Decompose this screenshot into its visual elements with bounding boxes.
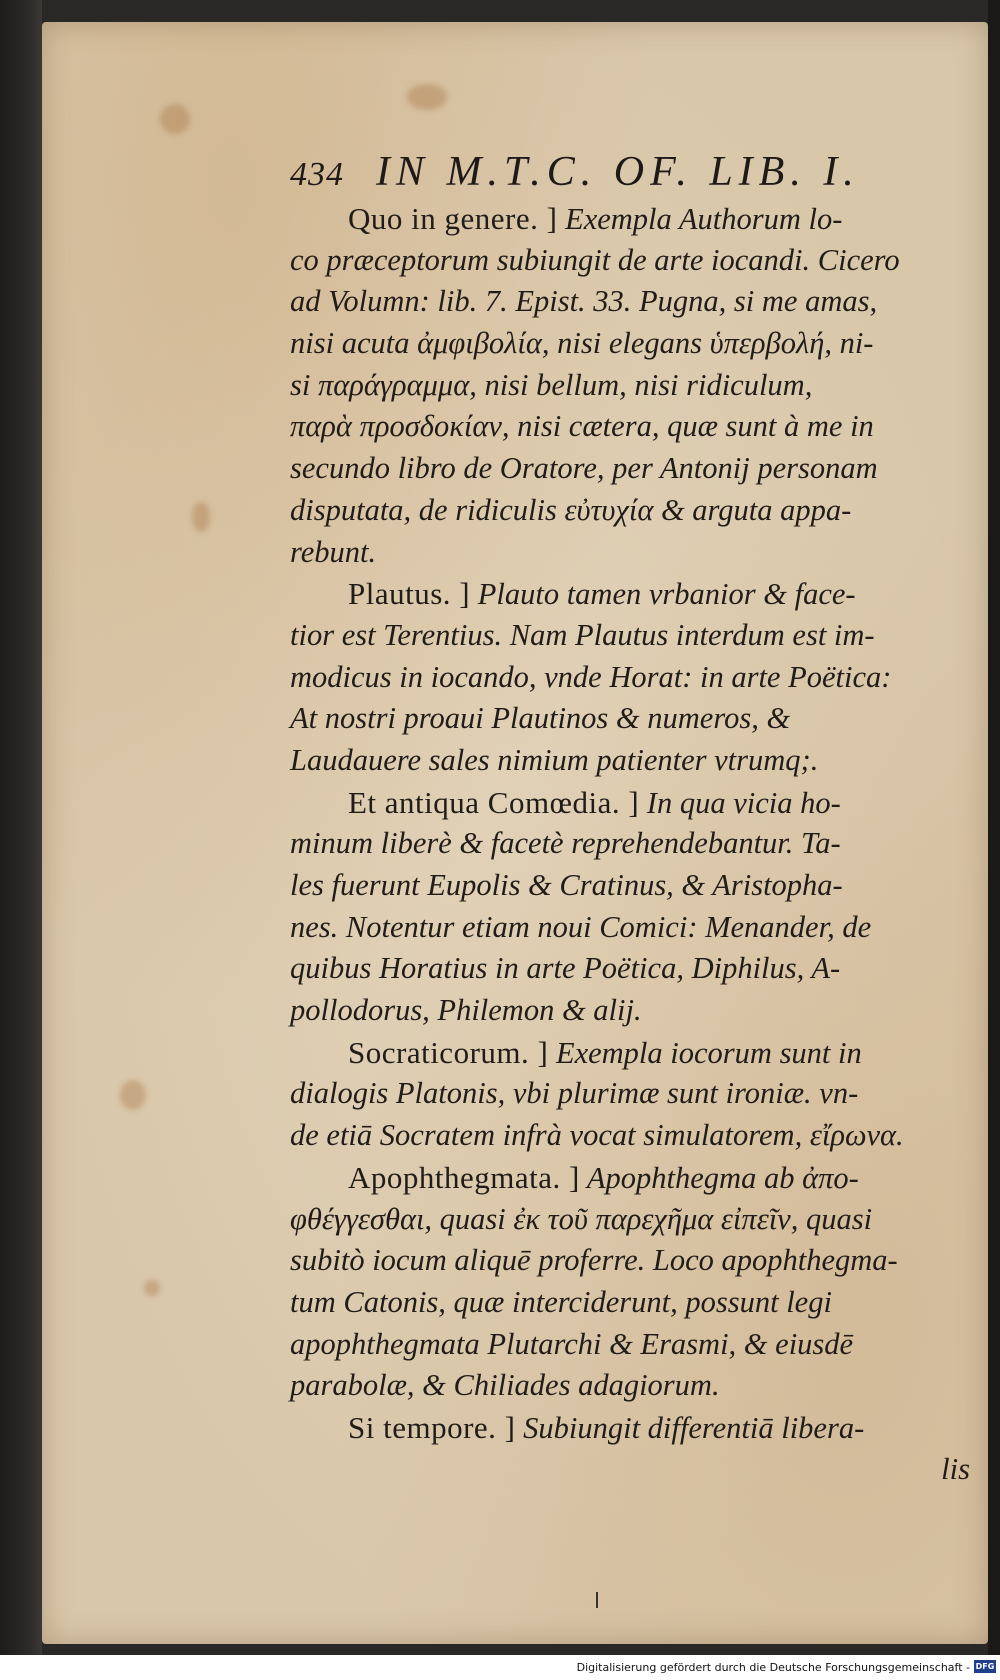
running-header [290, 148, 910, 198]
text-line: Si tempore. ] Subiungit differentiā libera- [348, 1409, 865, 1445]
commentary-paragraph [290, 1032, 980, 1157]
text-line: apophthegmata Plutarchi & Erasmi, & eiusdē [290, 1326, 854, 1361]
text-line: minum liberè & facetè reprehendebantur. Ta- [290, 826, 841, 861]
text-line: de etiā Socratem infrà vocat simulatorem, εἴρωνα. [290, 1118, 904, 1153]
text-line: φθέγγεσθαι, quasi ἐκ τοῦ παρεχῆμα εἰπεῖν, quasi [290, 1201, 873, 1236]
text-line: Quo in genere. ] Exempla Authorum lo- [348, 201, 843, 236]
text-line: subitò iocum aliquē proferre. Loco apophthegma- [290, 1243, 898, 1278]
lemma: Plautus. ] [348, 576, 471, 612]
paper-stain [407, 84, 447, 110]
text-line: ad Volumn: lib. 7. Epist. 33. Pugna, si me amas, [290, 284, 878, 319]
digitization-footer [0, 1655, 1000, 1680]
commentary-text [290, 198, 980, 1490]
text-line: Plautus. ] Plauto tamen vrbanior & face- [348, 576, 856, 612]
funding-credit: Digitalisierung gefördert durch die Deutsche Forschungsgemeinschaft - [576, 1661, 970, 1674]
text-line: co præceptorum subiungit de arte iocandi. Cicero [290, 242, 900, 277]
running-head-title: IN M.T.C. OF. LIB. I. [376, 149, 860, 195]
text-line: dialogis Platonis, vbi plurimæ sunt ironiæ. vn- [290, 1076, 859, 1111]
text-line: modicus in iocando, vnde Horat: in arte Poëtica: [290, 659, 892, 694]
text-line: parabolæ, & Chiliades adagiorum. [290, 1368, 720, 1403]
text-line: nisi acuta ἀμφιβολία, nisi elegans ὑπερβολή, ni- [290, 326, 874, 361]
text-line: tum Catonis, quæ interciderunt, possunt legi [290, 1284, 832, 1319]
text-line: disputata, de ridiculis εὐτυχία & arguta appa- [290, 492, 852, 527]
lemma: Si tempore. ] [348, 1409, 516, 1445]
paper-stain [192, 502, 210, 532]
text-line: lis [941, 1451, 970, 1486]
text-line: si παράγραμμα, nisi bellum, nisi ridiculum, [290, 367, 813, 402]
text-line: tior est Terentius. Nam Plautus interdum est im- [290, 617, 875, 652]
paper-stain [160, 104, 190, 134]
page-number: 434 [290, 156, 344, 193]
text-line: Et antiqua Comœdia. ] In qua vicia ho- [348, 784, 841, 820]
ink-mark [596, 1592, 598, 1608]
text-line: Laudauere sales nimium patienter vtrumq;. [290, 742, 819, 777]
dfg-logo: DFG [975, 1662, 995, 1671]
commentary-paragraph [290, 573, 980, 781]
commentary-paragraph [290, 782, 980, 1032]
text-line: quibus Horatius in arte Poëtica, Diphilus, A- [290, 951, 841, 986]
paper-stain [120, 1080, 146, 1110]
text-line: les fuerunt Eupolis & Cratinus, & Aristopha- [290, 868, 843, 902]
page-edge-shadow [988, 0, 1000, 1655]
lemma: Apophthegmata. ] [348, 1159, 580, 1195]
text-line: secundo libro de Oratore, per Antonij personam [290, 451, 878, 486]
book-spine-shadow [0, 0, 42, 1680]
paper-stain [144, 1280, 160, 1296]
lemma: Socraticorum. ] [348, 1034, 549, 1070]
text-line: rebunt. [290, 534, 377, 569]
commentary-paragraph [290, 1407, 980, 1490]
commentary-paragraph [290, 198, 980, 573]
lemma: Et antiqua Comœdia. ] [348, 784, 640, 820]
text-line: pollodorus, Philemon & alij. [290, 993, 642, 1028]
text-line: Apophthegmata. ] Apophthegma ab ἀπο- [348, 1159, 859, 1195]
text-line: nes. Notentur etiam noui Comici: Menander, de [290, 909, 872, 944]
text-line: At nostri proaui Plautinos & numeros, & [290, 701, 791, 736]
text-line: παρὰ προσδοκίαν, nisi cætera, quæ sunt à me in [290, 409, 874, 444]
commentary-paragraph [290, 1157, 980, 1407]
lemma: Quo in genere. ] [348, 201, 558, 236]
text-line: Socraticorum. ] Exempla iocorum sunt in [348, 1034, 862, 1070]
